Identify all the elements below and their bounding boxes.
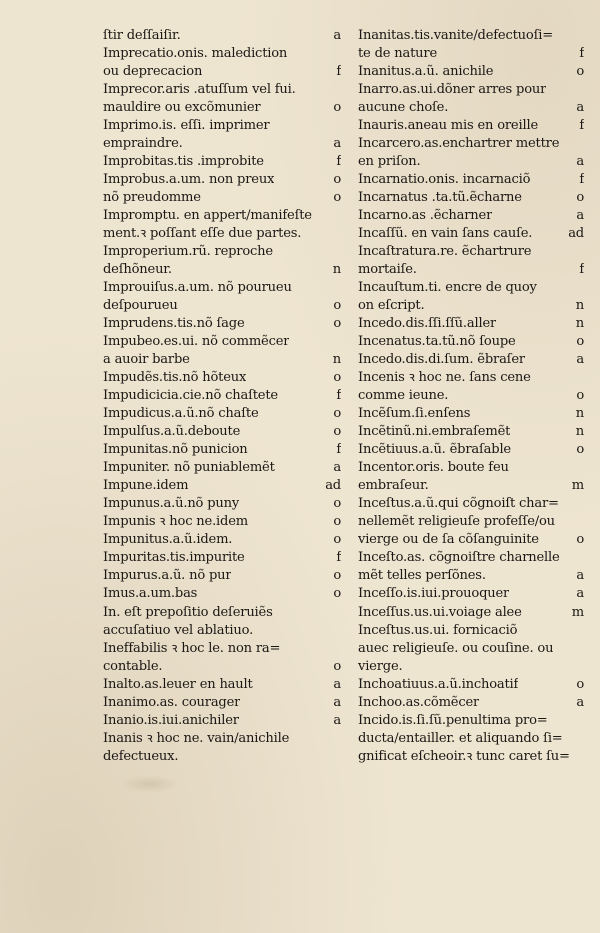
dictionary-line [103, 369, 341, 387]
dictionary-line [103, 585, 341, 603]
dictionary-line [103, 513, 341, 531]
dictionary-line [103, 333, 341, 351]
entry-text: ſtir deſſaiſir. [103, 28, 181, 43]
entry-marker: o [333, 658, 341, 674]
entry-marker: o [333, 532, 341, 548]
dictionary-line [358, 243, 584, 261]
entry-text: Incẽtinũ.ni.embraſemẽt [358, 424, 511, 440]
dictionary-line [103, 405, 341, 423]
entry-text: vierge ou de ſa cõſanguinite [358, 532, 539, 548]
entry-marker: o [333, 100, 341, 116]
dictionary-line [358, 585, 584, 603]
entry-text: accuſatiuo vel ablatiuo. [103, 622, 254, 638]
dictionary-line [358, 45, 584, 63]
dictionary-line [103, 27, 341, 45]
dictionary-line [103, 81, 341, 99]
entry-text: Impunus.a.ũ.nõ puny [103, 496, 240, 512]
dictionary-line [358, 99, 584, 117]
entry-text: Incedo.dis.ſſi.ſſũ.aller [358, 316, 497, 332]
entry-text: Incenis ꝛ hoc ne. ſans cene [358, 370, 531, 386]
entry-text: nellemẽt religieuſe profeſſe/ou [358, 514, 555, 530]
dictionary-line [358, 712, 584, 730]
dictionary-line [103, 45, 341, 63]
dictionary-line [358, 567, 584, 585]
entry-text: Impunis ꝛ hoc ne.idem [103, 514, 248, 530]
entry-text: Incauſtum.ti. encre de quoy [358, 280, 537, 296]
entry-text: Incenatus.ta.tũ.nõ ſoupe [358, 334, 516, 350]
entry-text: Inceſſo.is.iui.prouoquer [358, 586, 510, 602]
dictionary-line [358, 315, 584, 333]
entry-text: deſhõneur. [103, 262, 172, 278]
entry-text: vierge. [358, 658, 403, 674]
entry-marker: a [576, 568, 584, 584]
entry-marker: f [579, 118, 584, 134]
entry-marker: f [336, 64, 341, 80]
dictionary-line [358, 676, 584, 694]
dictionary-line [358, 153, 584, 171]
entry-text: Incẽſum.ſi.enſens [358, 406, 471, 422]
dictionary-line [103, 658, 341, 676]
dictionary-line [103, 694, 341, 712]
entry-marker: a [333, 694, 341, 710]
entry-marker: f [579, 46, 584, 62]
dictionary-line [358, 171, 584, 189]
dictionary-line [358, 459, 584, 477]
entry-text: Inanimo.as. courager [103, 694, 241, 710]
entry-text: Incẽtiuus.a.ũ. ẽbraſable [358, 442, 511, 458]
entry-marker: o [333, 406, 341, 422]
dictionary-line [103, 387, 341, 405]
dictionary-line [358, 135, 584, 153]
entry-text: Inanitas.tis.vanite/defectuoſi= [358, 28, 554, 43]
dictionary-line [358, 405, 584, 423]
entry-text: Impunitus.a.ũ.idem. [103, 532, 233, 548]
entry-text: Imprecor.aris .atuſſum vel fui. [103, 82, 296, 98]
entry-text: defectueux. [103, 748, 179, 764]
entry-text: Impurus.a.ũ. nõ pur [103, 568, 232, 584]
entry-text: Incido.is.ſi.ſũ.penultima pro= [358, 712, 548, 728]
entry-text: Inceſto.as. cõgnoiſtre charnelle [358, 550, 560, 566]
entry-marker: o [333, 190, 341, 206]
entry-text: gnificat eſcheoir.ꝛ tunc caret ſu= [358, 748, 570, 764]
entry-text: Impuniter. nõ puniablemẽt [103, 460, 275, 476]
dictionary-line [103, 99, 341, 117]
entry-marker: o [333, 568, 341, 584]
entry-text: auec religieuſe. ou couſine. ou [358, 640, 554, 656]
entry-marker: f [336, 154, 341, 170]
entry-text: Impudicus.a.ũ.nõ chaſte [103, 406, 259, 422]
left-column [103, 27, 341, 766]
entry-text: Improperium.rũ. reproche [103, 244, 273, 260]
entry-text: empraindre. [103, 136, 183, 152]
dictionary-line [358, 477, 584, 495]
dictionary-line [103, 549, 341, 567]
dictionary-line [103, 63, 341, 81]
entry-text: ment.ꝛ poſſant eſſe due partes. [103, 226, 302, 242]
entry-text: en priſon. [358, 154, 421, 170]
dictionary-line [103, 135, 341, 153]
dictionary-line [358, 730, 584, 748]
entry-text: nõ preudomme [103, 190, 201, 206]
entry-marker: a [333, 676, 341, 692]
entry-marker: a [333, 28, 341, 43]
entry-marker: o [333, 172, 341, 188]
entry-text: te de nature [358, 46, 438, 62]
entry-text: a auoir barbe [103, 352, 190, 368]
entry-marker: n [575, 424, 584, 440]
entry-text: Inanis ꝛ hoc ne. vain/anichile [103, 730, 290, 746]
dictionary-line [103, 441, 341, 459]
entry-text: Inanitus.a.ũ. anichile [358, 64, 494, 80]
dictionary-line [103, 315, 341, 333]
entry-marker: o [333, 514, 341, 530]
dictionary-line [103, 622, 341, 640]
dictionary-line [358, 640, 584, 658]
entry-marker: m [571, 604, 584, 620]
entry-text: In. eſt prepoſitio deſeruiẽs [103, 604, 273, 620]
dictionary-line [358, 63, 584, 81]
entry-text: Incarno.as .ẽcharner [358, 208, 493, 224]
entry-marker: n [575, 406, 584, 422]
entry-text: Incentor.oris. boute feu [358, 460, 509, 476]
entry-text: Impunitas.nõ punicion [103, 442, 248, 458]
entry-text: Impulſus.a.ũ.deboute [103, 424, 241, 440]
dictionary-line [103, 351, 341, 369]
dictionary-line [103, 297, 341, 315]
entry-marker: o [576, 334, 584, 350]
entry-marker: a [333, 712, 341, 728]
dictionary-line [103, 477, 341, 495]
entry-text: Inanio.is.iui.anichiler [103, 712, 239, 728]
dictionary-line [358, 531, 584, 549]
dictionary-line [103, 423, 341, 441]
dictionary-line [103, 712, 341, 730]
entry-marker: ad [325, 478, 341, 494]
entry-text: Inchoo.as.cõmẽcer [358, 694, 480, 710]
entry-text: contable. [103, 658, 163, 674]
entry-marker: a [576, 208, 584, 224]
dictionary-line [358, 369, 584, 387]
entry-marker: o [333, 496, 341, 512]
dictionary-line [103, 207, 341, 225]
entry-text: aucune choſe. [358, 100, 449, 116]
dictionary-line [103, 243, 341, 261]
entry-marker: a [576, 586, 584, 602]
entry-marker: o [576, 676, 584, 692]
dictionary-line [358, 495, 584, 513]
dictionary-line [103, 730, 341, 748]
right-column [358, 27, 584, 766]
ink-smudge [120, 775, 180, 793]
entry-text: Imprimo.is. eſſi. imprimer [103, 118, 270, 134]
dictionary-line [103, 261, 341, 279]
entry-marker: m [571, 478, 584, 494]
entry-text: Ineffabilis ꝛ hoc le. non ra= [103, 640, 281, 656]
dictionary-line [103, 189, 341, 207]
entry-marker: a [576, 694, 584, 710]
dictionary-line [358, 423, 584, 441]
entry-text: Inarro.as.ui.dõner arres pour [358, 82, 547, 98]
dictionary-line [358, 387, 584, 405]
dictionary-line [103, 153, 341, 171]
dictionary-line [358, 549, 584, 567]
entry-marker: o [333, 370, 341, 386]
entry-text: Incarcero.as.enchartrer mettre [358, 136, 560, 152]
entry-marker: o [576, 442, 584, 458]
entry-text: Inceſtus.a.ũ.qui cõgnoiſt char= [358, 496, 559, 512]
entry-marker: a [333, 460, 341, 476]
dictionary-line [103, 171, 341, 189]
entry-text: Inchoatiuus.a.ũ.inchoatif [358, 676, 519, 692]
entry-text: Inauris.aneau mis en oreille [358, 118, 538, 134]
dictionary-line [358, 27, 584, 45]
dictionary-line [358, 225, 584, 243]
dictionary-line [103, 640, 341, 658]
entry-text: Impudicicia.cie.nõ chaſtete [103, 388, 278, 404]
dictionary-line [103, 748, 341, 766]
entry-marker: f [579, 172, 584, 188]
entry-marker: n [332, 262, 341, 278]
entry-text: Incaſtratura.re. ẽchartrure [358, 244, 532, 260]
dictionary-line [358, 694, 584, 712]
entry-text: ou deprecacion [103, 64, 203, 80]
entry-marker: n [332, 352, 341, 368]
entry-text: Improbus.a.um. non preux [103, 172, 275, 188]
dictionary-line [103, 531, 341, 549]
entry-text: Inalto.as.leuer en hault [103, 676, 253, 692]
dictionary-line [103, 117, 341, 135]
dictionary-line [358, 351, 584, 369]
entry-marker: o [333, 298, 341, 314]
entry-text: deſpourueu [103, 298, 178, 314]
dictionary-line [103, 604, 341, 622]
dictionary-line [358, 189, 584, 207]
entry-marker: n [575, 316, 584, 332]
entry-text: Inceſtus.us.ui. fornicaciõ [358, 622, 518, 638]
entry-marker: o [576, 64, 584, 80]
dictionary-line [103, 567, 341, 585]
entry-text: Imus.a.um.bas [103, 586, 198, 602]
entry-text: Impubeo.es.ui. nõ commẽcer [103, 334, 290, 350]
entry-marker: f [336, 550, 341, 566]
entry-text: Impune.idem [103, 478, 189, 494]
dictionary-line [358, 333, 584, 351]
dictionary-line [103, 459, 341, 477]
entry-text: Impromptu. en appert/manifeſte [103, 208, 312, 224]
entry-marker: o [576, 388, 584, 404]
entry-text: comme ieune. [358, 388, 449, 404]
entry-marker: o [333, 316, 341, 332]
entry-marker: f [336, 442, 341, 458]
entry-marker: a [576, 352, 584, 368]
dictionary-line [358, 441, 584, 459]
entry-marker: o [333, 424, 341, 440]
dictionary-line [358, 297, 584, 315]
dictionary-line [103, 676, 341, 694]
entry-marker: n [575, 298, 584, 314]
entry-text: ducta/entailler. et aliquando ſi= [358, 730, 563, 746]
entry-text: Incaſſũ. en vain ſans cauſe. [358, 226, 533, 242]
dictionary-line [358, 81, 584, 99]
entry-marker: f [579, 262, 584, 278]
entry-marker: o [576, 532, 584, 548]
dictionary-line [358, 207, 584, 225]
entry-text: mẽt telles perſõnes. [358, 568, 486, 584]
entry-text: Improuiſus.a.um. nõ pourueu [103, 280, 292, 296]
dictionary-line [358, 622, 584, 640]
entry-text: Incarnatio.onis. incarnaciõ [358, 172, 531, 188]
entry-text: mortaiſe. [358, 262, 417, 278]
entry-marker: o [333, 586, 341, 602]
dictionary-line [358, 117, 584, 135]
entry-marker: o [576, 190, 584, 206]
entry-marker: f [336, 388, 341, 404]
dictionary-line [358, 748, 584, 766]
entry-marker: a [576, 100, 584, 116]
entry-text: mauldire ou excõmunier [103, 100, 261, 116]
entry-text: Impudẽs.tis.nõ hõteux [103, 370, 247, 386]
entry-text: Incedo.dis.di.ſum. ẽbraſer [358, 352, 525, 368]
dictionary-line [358, 279, 584, 297]
entry-marker: a [333, 136, 341, 152]
dictionary-line [358, 261, 584, 279]
entry-text: Imprudens.tis.nõ ſage [103, 316, 245, 332]
dictionary-line [358, 658, 584, 676]
entry-text: embraſeur. [358, 478, 429, 494]
dictionary-line [358, 604, 584, 622]
dictionary-line [103, 225, 341, 243]
entry-text: Impuritas.tis.impurite [103, 550, 245, 566]
entry-marker: ad [568, 226, 584, 242]
entry-text: on eſcript. [358, 298, 425, 314]
entry-text: Improbitas.tis .improbite [103, 154, 264, 170]
dictionary-line [103, 495, 341, 513]
entry-text: Imprecatio.onis. malediction [103, 46, 288, 62]
dictionary-line [103, 279, 341, 297]
dictionary-line [358, 513, 584, 531]
entry-text: Incarnatus .ta.tũ.ẽcharne [358, 190, 522, 206]
entry-text: Inceſſus.us.ui.voiage alee [358, 604, 522, 620]
entry-marker: a [576, 154, 584, 170]
